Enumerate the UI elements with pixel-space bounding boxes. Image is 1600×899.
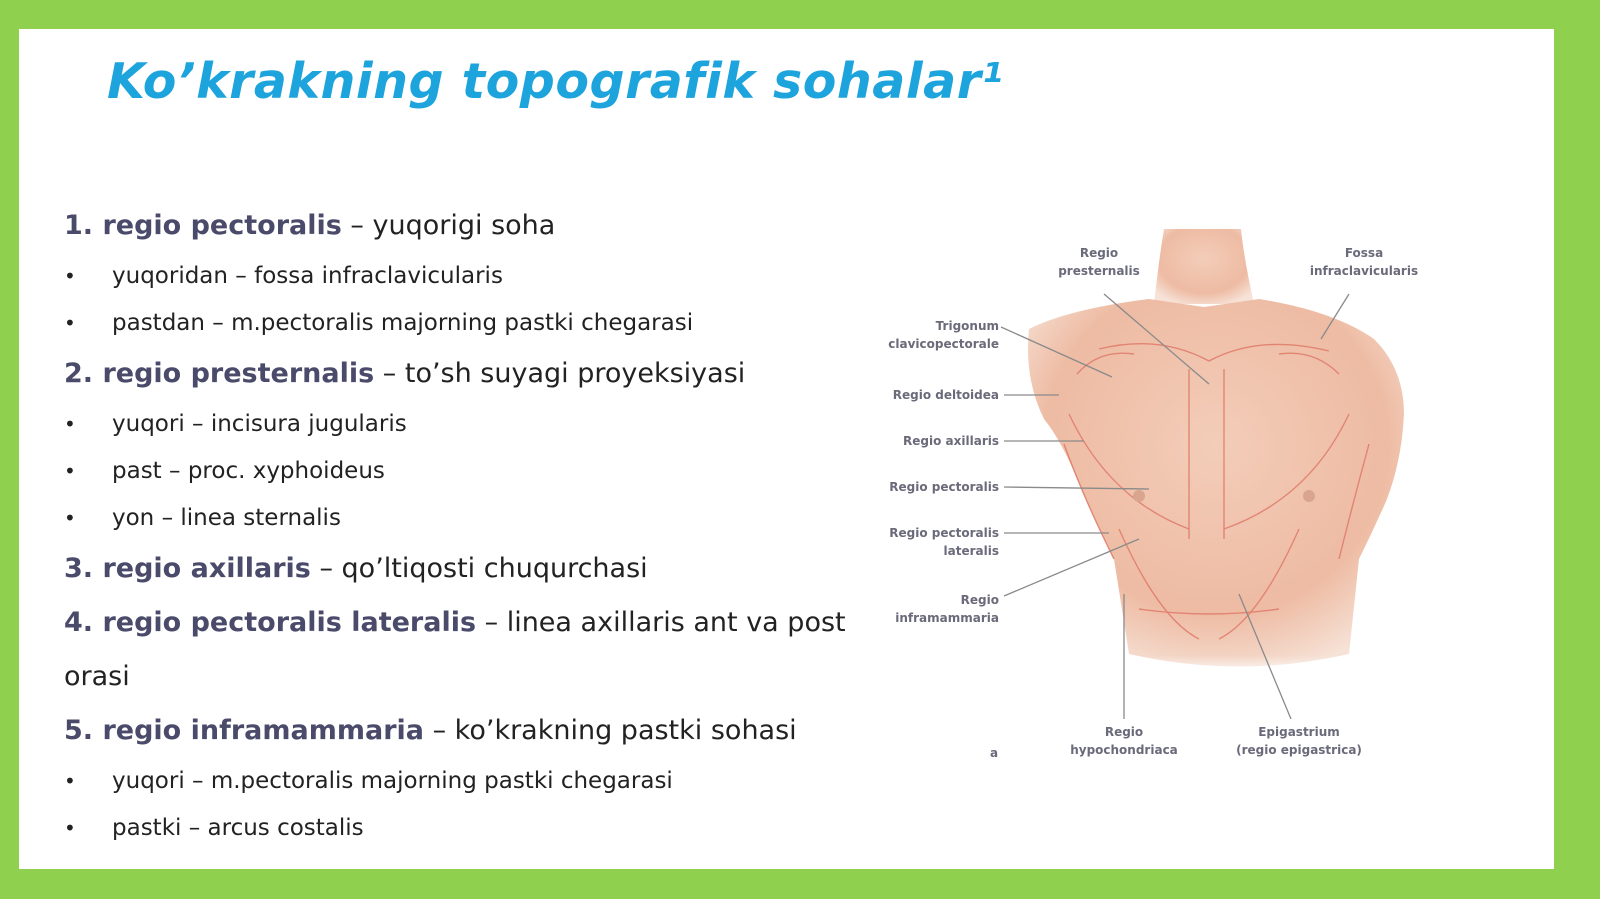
section-desc: – qo’ltiqosti chuqurchasi [310,553,648,584]
bullet-dot: • [64,506,76,530]
figure-letter: a [990,746,999,760]
label-epigastrium: Epigastrium (regio epigastrica) [1236,725,1362,757]
section-term: 4. regio pectoralis lateralis [64,607,477,638]
bullet-dot: • [64,264,76,288]
content-list [64,199,864,852]
bullet-text: pastki – arcus costalis [112,815,364,841]
label-axillaris: Regio axillaris [903,434,999,448]
bullet-text: yuqoridan – fossa infraclavicularis [112,263,503,289]
section-desc: – linea axillaris ant va post orasi [64,607,846,692]
bullet-dot: • [64,311,76,335]
chest-regions-figure [859,199,1419,779]
nipple-left-shape [1133,490,1145,502]
slide-title: Ko’krakning topografik sohalar¹ [107,53,1004,110]
label-deltoidea: Regio deltoidea [892,388,999,402]
label-infraclavicularis: Fossa infraclavicularis [1309,246,1419,278]
bullet-dot: • [64,816,76,840]
section-heading [64,199,864,253]
bullet-text: yon – linea sternalis [112,505,341,531]
section-term: 1. regio pectoralis [64,210,342,241]
section-heading [64,704,864,758]
section-heading [64,347,864,401]
bullet-item [64,401,864,448]
bullet-item [64,805,864,852]
section-desc: – to’sh suyagi proyeksiyasi [374,358,746,389]
label-pectoralis: Regio pectoralis [889,480,999,494]
bullet-dot: • [64,412,76,436]
section-heading [64,542,864,596]
bullet-item [64,495,864,542]
section-term: 5. regio inframammaria [64,715,424,746]
bullet-dot: • [64,459,76,483]
bullet-item [64,758,864,805]
section-desc: – yuqorigi soha [341,210,556,241]
neck-shape [1154,229,1254,304]
label-trigonum: Trigonum clavicopectorale [888,319,999,351]
bullet-dot: • [64,769,76,793]
bullet-item [64,448,864,495]
bullet-text: yuqori – incisura jugularis [112,411,407,437]
label-presternalis: Regio presternalis [1058,246,1140,278]
section-desc: – ko’krakning pastki sohasi [424,715,797,746]
label-inframammaria: Regio inframammaria [895,593,999,625]
bullet-text: past – proc. xyphoideus [112,458,385,484]
label-hypochondriaca: Regio hypochondriaca [1070,725,1178,757]
nipple-right-shape [1303,490,1315,502]
section-term: 3. regio axillaris [64,553,311,584]
bullet-item [64,253,864,300]
bullet-item [64,300,864,347]
section-term: 2. regio presternalis [64,358,375,389]
bullet-text: pastdan – m.pectoralis majorning pastki chegarasi [112,310,694,336]
bullet-text: yuqori – m.pectoralis majorning pastki chegarasi [112,768,673,794]
section-heading [64,596,864,704]
slide [19,29,1554,869]
label-pectoralis-lateralis: Regio pectoralis lateralis [889,526,999,558]
